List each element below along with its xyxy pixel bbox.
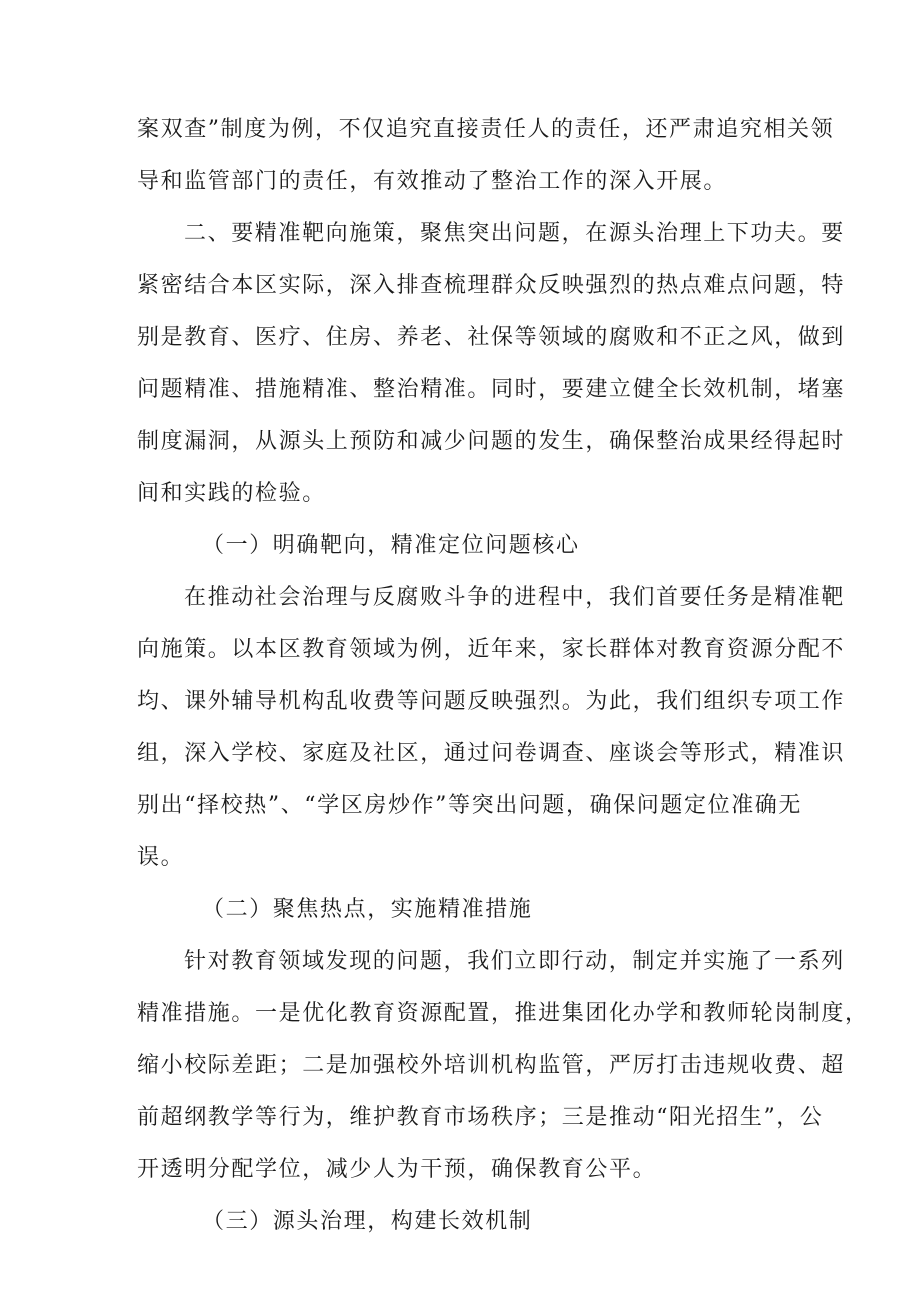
text-line: 精准措施。一是优化教育资源配置，推进集团化办学和教师轮岗制度， [137, 1001, 869, 1026]
section-heading: （三）源头治理，构建长效机制 [202, 1209, 533, 1234]
section-heading: （二）聚焦热点，实施精准措施 [202, 897, 533, 922]
text-line: 别出“择校热”、“学区房炒作”等突出问题，确保问题定位准确无 [137, 793, 802, 818]
text-line: 制度漏洞，从源头上预防和减少问题的发生，确保整治成果经得起时 [137, 429, 846, 454]
text-line: 缩小校际差距；二是加强校外培训机构监管，严厉打击违规收费、超 [137, 1053, 846, 1078]
text-line: 间和实践的检验。 [137, 481, 326, 506]
text-line: 组，深入学校、家庭及社区，通过问卷调查、座谈会等形式，精准识 [137, 741, 846, 766]
text-line: 误。 [137, 845, 185, 870]
text-line: 前超纲教学等行为，维护教育市场秩序；三是推动“阳光招生”，公 [137, 1105, 824, 1130]
text-line: 案双查”制度为例，不仅追究直接责任人的责任，还严肃追究相关领 [137, 117, 835, 142]
text-line: 问题精准、措施精准、整治精准。同时，要建立健全长效机制，堵塞 [137, 377, 846, 402]
paragraph-first-line: 针对教育领域发现的问题，我们立即行动，制定并实施了一系列 [184, 949, 845, 974]
text-line: 别是教育、医疗、住房、养老、社保等领域的腐败和不正之风，做到 [137, 325, 846, 350]
text-line: 导和监管部门的责任，有效推动了整治工作的深入开展。 [137, 169, 728, 194]
text-line: 均、课外辅导机构乱收费等问题反映强烈。为此，我们组织专项工作 [137, 689, 846, 714]
document-body [137, 104, 869, 1248]
text-line: 开透明分配学位，减少人为干预，确保教育公平。 [137, 1157, 657, 1182]
text-line: 向施策。以本区教育领域为例，近年来，家长群体对教育资源分配不 [137, 637, 846, 662]
paragraph-first-line: 在推动社会治理与反腐败斗争的进程中，我们首要任务是精准靶 [184, 585, 845, 610]
text-line: 紧密结合本区实际，深入排查梳理群众反映强烈的热点难点问题，特 [137, 273, 846, 298]
paragraph-first-line: 二、要精准靶向施策，聚焦突出问题，在源头治理上下功夫。要 [184, 221, 845, 246]
section-heading: （一）明确靶向，精准定位问题核心 [202, 533, 580, 558]
